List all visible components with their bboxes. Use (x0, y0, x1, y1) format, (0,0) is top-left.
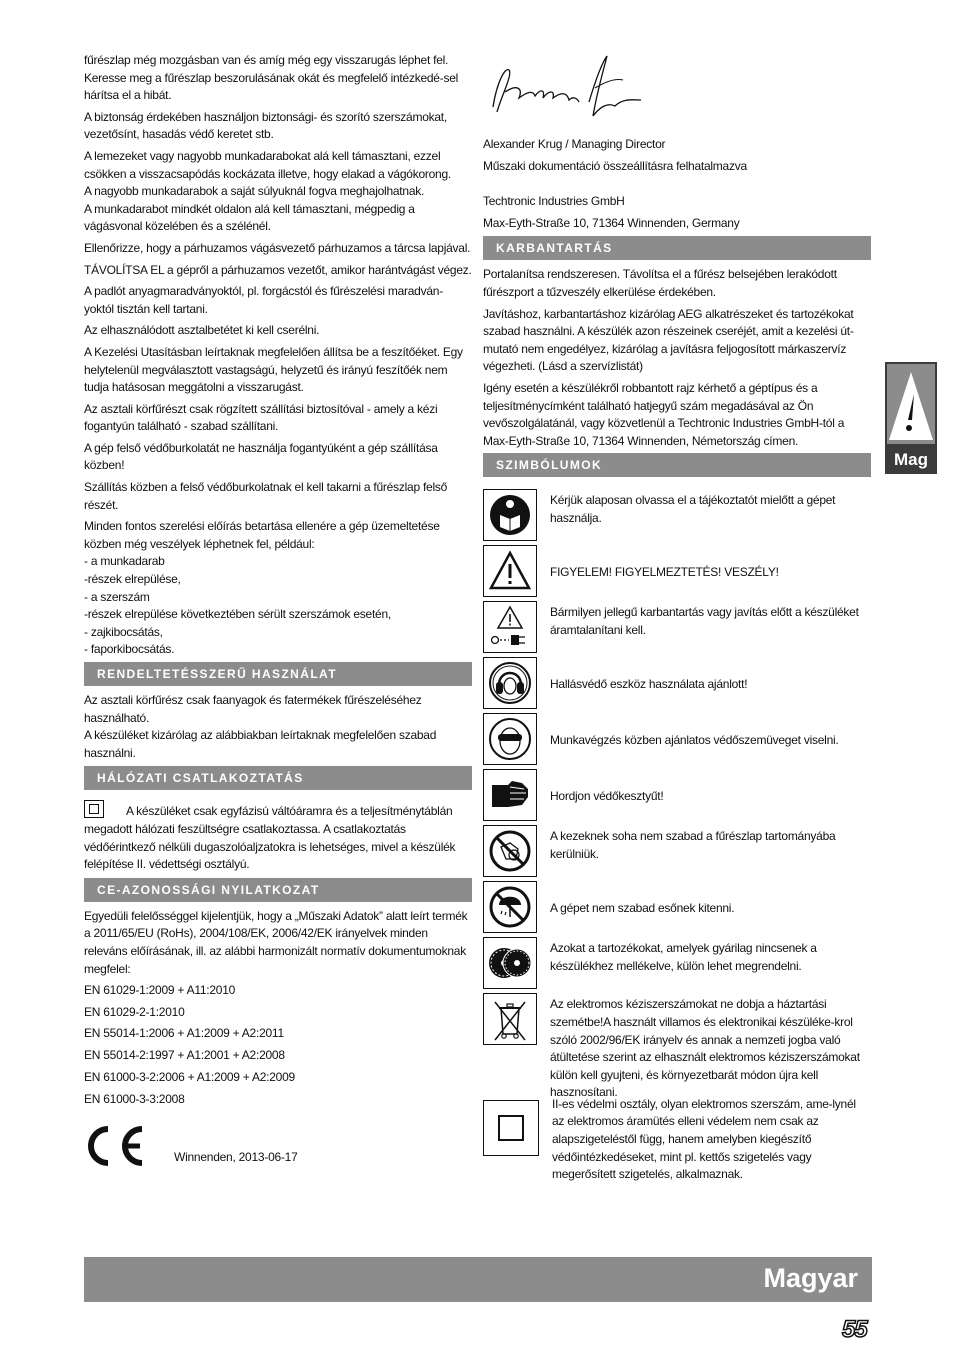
symbol-description: II-es védelmi osztály, olyan elektromos szerszám, ame-lynél az elektromos áramütés elleni védelem nem csak az alapszigeteléstől függ, hanem amelyben kiegészítő védőintézkedéseket, mint pl. kettős szigetelés vagy megerősített szigetelés, alkalmaznak. (552, 1096, 856, 1182)
symbol-row (483, 993, 871, 1102)
standard-ref: EN 55014-1:2006 + A1:2009 + A2:2011 (84, 1026, 284, 1041)
side-tab-label: Mag (894, 450, 928, 469)
footer-language: Magyar (763, 1263, 858, 1293)
eye-protection-icon (483, 713, 537, 765)
symbol-description: A gépet nem szabad esőnek kitenni. (550, 900, 735, 915)
symbol-description: Hordjon védőkesztyűt! (550, 788, 664, 803)
paragraph: A padlót anyagmaradványoktól, pl. forgácstól és fűrészelési maradván-yoktól tisztán kell tartani. (84, 284, 443, 316)
standard-ref: EN 61000-3-3:2008 (84, 1092, 185, 1107)
right-column (483, 52, 871, 1186)
language-side-tab (885, 362, 937, 474)
company-address: Max-Eyth-Straße 10, 71364 Winnenden, Germany (483, 215, 740, 230)
symbol-row (483, 713, 871, 767)
symbol-description: Kérjük alaposan olvassa el a tájékoztatót mielőtt a gépet használja. (550, 493, 836, 525)
footer-language-bar (84, 1257, 872, 1302)
symbol-row (483, 545, 871, 599)
symbol-row (483, 657, 871, 711)
mains-connection-paragraph (84, 800, 472, 873)
ce-mark-row (84, 1123, 472, 1169)
section-header-ce-declaration: CE-AZONOSSÁGI NYILATKOZAT (84, 878, 472, 902)
class-ii-double-insulation-icon (483, 1100, 539, 1156)
standard-ref: EN 61029-1:2009 + A11:2010 (84, 983, 236, 998)
signature (483, 52, 871, 132)
paragraph: A gép felső védőburkolatát ne használja fogantyúként a gép szállítása közben! (84, 440, 438, 473)
signature-icon (483, 52, 663, 132)
paragraph: Az elhasználódott asztalbetétet ki kell cserélni. (84, 323, 320, 338)
section-header-mains-connection: HÁLÓZATI CSATLAKOZTATÁS (84, 766, 472, 790)
no-rain-exposure-icon (483, 881, 537, 933)
section-header-maintenance: KARBANTARTÁS (483, 236, 871, 260)
paragraph: fűrészlap még mozgásban van és amíg még egy visszarugás léphet fel. Keresse meg a fűrészlap beszorulásának okát és megfelelő intézkedé-sel hárítsa el a hibát. (84, 53, 459, 103)
ce-declaration-text: Egyedüli felelősséggel kijelentjük, hogy a „Műszaki Adatok” alatt leírt termék a 2011/65/EU (RoHs), 2004/108/EK, 2006/42/EK irányelvek minden releváns előírásának, ill. az alábbi harmonizált normatív dokumentumoknak megfelel: (84, 908, 468, 976)
symbol-row (483, 937, 871, 991)
paragraph: Igény esetén a készülékről robbantott rajz kérhető a géptípus és a teljesítménycímként található hatjegyű szám megadásával az Ön vevőszolgálatánál, vagy közvetlenül a Techtronic Industries GmbH-tól a Max-Eyth-Straße 10, 71364 Winnenden, Németország címen. (483, 380, 845, 448)
paragraph: Az asztali körfűrészt csak rögzített szállítási biztosítóval - amely a kézi fogantyún található - szabad szállítani. (84, 401, 438, 434)
section-header-symbols: SZIMBÓLUMOK (483, 453, 871, 477)
intended-use-text: Az asztali körfűrész csak faanyagok és fatermékek fűrészeléséhez használható. A készüléket kizárólag az alábbiakban leírtaknak megfelelően szabad használni. (84, 693, 437, 760)
signer-role: Műszaki dokumentáció összeállításra felhatalmazva (483, 158, 747, 173)
symbol-row (483, 601, 871, 655)
symbol-description: Hallásvédő eszköz használata ajánlott! (550, 676, 748, 691)
read-manual-icon (483, 489, 537, 541)
place-date: Winnenden, 2013-06-17 (174, 1150, 298, 1165)
no-hands-in-blade-area-icon (483, 825, 537, 877)
standard-ref: EN 55014-2:1997 + A1:2001 + A2:2008 (84, 1047, 285, 1062)
paragraph: Ellenőrizze, hogy a párhuzamos vágásvezető párhuzamos a tárcsa lapjával. (84, 240, 471, 255)
symbol-description: FIGYELEM! FIGYELMEZTETÉS! VESZÉLY! (550, 564, 779, 579)
paragraph: Javításhoz, karbantartáshoz kizárólag AEG alkatrészeket és tartozékokat szabad használni. A készülék azon részeinek cseréjét, amit a kezelési út-mutató nem engedélyez, kizárólag a javításra feljogosított márkaszervíz végezheti. (Lásd a szervízlistát) (483, 306, 854, 374)
page-number: 55 (842, 1316, 867, 1343)
symbol-row (483, 881, 871, 935)
paragraph: Minden fontos szerelési előírás betartása ellenére a gép üzemeltetése közben még veszélyek léphetnek fel, például: - a munkadarab -részek elrepülése, - a szerszám -részek elrepülése következtében sérült szerszámok esetén, - zajkibocsátás, - faporkibocsátás. (84, 519, 440, 657)
left-column (84, 52, 472, 1169)
symbol-description: A kezeknek soha nem szabad a fűrészlap tartományába kerülniük. (550, 829, 836, 861)
paragraph: A biztonság érdekében használjon biztonsági- és szorító szerszámokat, vezetősínt, hasadás védő keretet stb. (84, 109, 447, 142)
unplug-before-maintenance-icon (483, 601, 537, 653)
symbol-description: Munkavégzés közben ajánlatos védőszemüveget viselni. (550, 732, 839, 747)
saw-blade-accessories-icon (483, 937, 537, 989)
paragraph: A lemezeket vagy nagyobb munkadarabokat alá kell támasztani, ezzel csökken a visszacsapódás kockázata illetve, hogy elakad a vágókorong. A nagyobb munkadarabok a saját súlyuknál fogva meghajolhatnak. A munkadarabot mindkét oldalon alá kell támasztani, mégpedig a vágásvonal közelében és a szélénél. (84, 148, 451, 234)
standard-ref: EN 61029-2-1:2010 (84, 1004, 185, 1019)
paragraph: Szállítás közben a felső védőburkolatnak el kell takarni a fűrészlap felső részét. (84, 480, 448, 512)
symbol-row (483, 489, 871, 543)
signer-name: Alexander Krug / Managing Director (483, 137, 666, 151)
crossed-out-bin-icon (483, 993, 537, 1045)
symbol-description: Azokat a tartozékokat, amelyek gyárilag nincsenek a készülékhez mellékelve, külön lehet megrendelni. (550, 941, 817, 973)
warning-triangle-icon (885, 362, 937, 448)
ear-protection-icon (483, 657, 537, 709)
paragraph: A Kezelési Utasításban leírtaknak megfelelően állítsa be a feszítőéket. Egy helytelenül megválasztott vastagságú, helyzetű és irányú feszítőék nem tudja hatásosan meggátolni a visszarugást. (84, 344, 463, 395)
class-ii-double-insulation-icon (84, 800, 104, 818)
warning-triangle-icon (483, 545, 537, 597)
symbol-row (483, 769, 871, 823)
symbol-description: Bármilyen jellegű karbantartás vagy javítás előtt a készüléket áramtalanítani kell. (550, 605, 859, 637)
symbol-row (483, 1096, 871, 1184)
mains-connection-text: A készüléket csak egyfázisú váltóáramra és a teljesítménytáblán megadott hálózati feszültségre csatlakoztassa. A csatlakoztatás védőérintkező nélküli dugaszolóaljzatokra is lehetséges, mivel a készülék felépítése II. védettségi osztályú. (84, 804, 456, 872)
symbol-row (483, 825, 871, 879)
paragraph: Portalanítsa rendszeresen. Távolítsa el a fűrész belsejében lerakódott fűrészport a tűzveszély elkerülése érdekében. (483, 267, 837, 299)
ce-mark-icon (84, 1123, 148, 1169)
company-name: Techtronic Industries GmbH (483, 194, 625, 209)
standard-ref: EN 61000-3-2:2006 + A1:2009 + A2:2009 (84, 1069, 295, 1084)
section-header-intended-use: RENDELTETÉSSZERŰ HASZNÁLAT (84, 662, 472, 686)
paragraph: TÁVOLÍTSA EL a gépről a párhuzamos vezetőt, amikor harántvágást végez. (84, 262, 472, 277)
gloves-icon (483, 769, 537, 821)
symbol-description: Az elektromos kéziszerszámokat ne dobja a háztartási szemétbe!A használt villamos és elektronikai készüléke-krol szóló 2002/96/EK irányelv és annak a nemzeti jogba való átültetése szerint az elhasznált elektromos kéziszerszámokat külön kell gyujteni, és környezetbarát módon újra kell hasznosítani. (550, 997, 860, 1100)
